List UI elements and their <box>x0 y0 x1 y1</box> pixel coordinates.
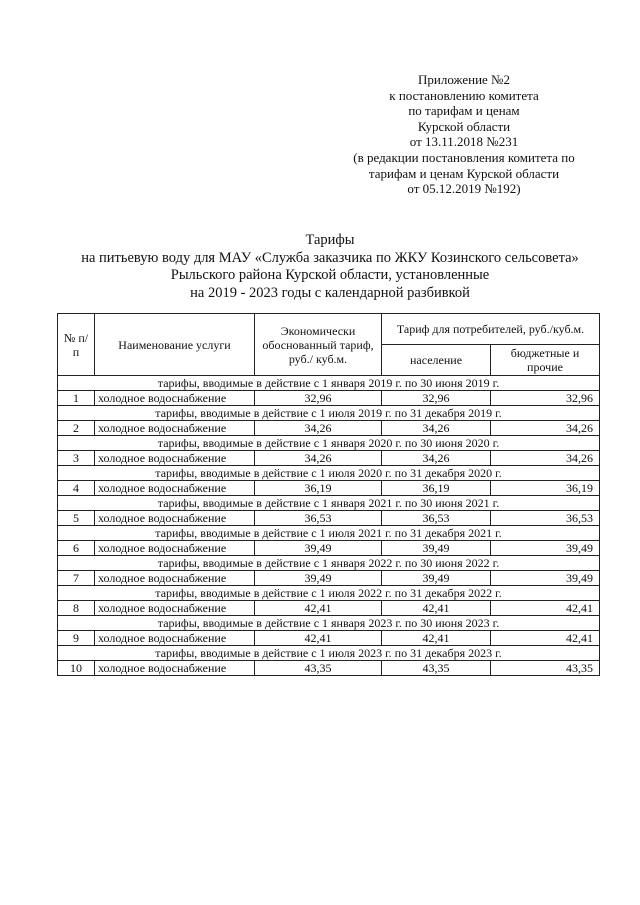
service-name: холодное водоснабжение <box>95 661 255 676</box>
header-budget: бюджетные и прочие <box>491 345 600 376</box>
appendix-line: Приложение №2 <box>418 72 510 87</box>
economic-tariff-value: 34,26 <box>255 421 382 436</box>
row-number: 9 <box>58 631 95 646</box>
row-number: 2 <box>58 421 95 436</box>
row-number: 1 <box>58 391 95 406</box>
period-label: тарифы, вводимые в действие с 1 июля 2023 г. по 31 декабря 2023 г. <box>58 646 600 661</box>
header-num: № п/п <box>58 314 95 376</box>
economic-tariff-value: 32,96 <box>255 391 382 406</box>
appendix-line: тарифам и ценам Курской области <box>368 165 560 181</box>
title-line: на питьевую воду для МАУ «Служба заказчика по ЖКУ Козинского сельсовета» <box>81 249 579 266</box>
population-tariff-value: 34,26 <box>382 421 491 436</box>
period-row <box>58 616 600 631</box>
period-label: тарифы, вводимые в действие с 1 июля 2020 г. по 31 декабря 2020 г. <box>58 466 600 481</box>
period-label: тарифы, вводимые в действие с 1 января 2022 г. по 30 июня 2022 г. <box>58 556 600 571</box>
table-row <box>58 421 600 436</box>
period-row <box>58 406 600 421</box>
budget-tariff-value: 42,41 <box>491 601 600 616</box>
tariff-table <box>57 313 600 676</box>
period-row <box>58 586 600 601</box>
header-population: население <box>382 345 491 376</box>
economic-tariff-value: 42,41 <box>255 601 382 616</box>
row-number: 10 <box>58 661 95 676</box>
period-row <box>58 646 600 661</box>
appendix-line: к постановлению комитета <box>389 87 539 103</box>
row-number: 6 <box>58 541 95 556</box>
economic-tariff-value: 39,49 <box>255 571 382 586</box>
period-row <box>58 466 600 481</box>
appendix-line: по тарифам и ценам <box>408 103 520 119</box>
budget-tariff-value: 34,26 <box>491 421 600 436</box>
period-label: тарифы, вводимые в действие с 1 января 2019 г. по 30 июня 2019 г. <box>58 376 600 391</box>
service-name: холодное водоснабжение <box>95 481 255 496</box>
economic-tariff-value: 36,53 <box>255 511 382 526</box>
header-consumer-tariff: Тариф для потребителей, руб./куб.м. <box>382 314 600 345</box>
economic-tariff-value: 34,26 <box>255 451 382 466</box>
economic-tariff-value: 36,19 <box>255 481 382 496</box>
budget-tariff-value: 39,49 <box>491 571 600 586</box>
header-economic-tariff: Экономически обоснованный тариф, руб./ куб.м. <box>255 314 382 376</box>
title-line: на 2019 - 2023 годы с календарной разбивкой <box>190 284 470 301</box>
table-row <box>58 571 600 586</box>
period-row <box>58 526 600 541</box>
service-name: холодное водоснабжение <box>95 451 255 466</box>
population-tariff-value: 42,41 <box>382 631 491 646</box>
table-row <box>58 391 600 406</box>
table-row <box>58 481 600 496</box>
appendix-line: от 13.11.2018 №231 <box>409 134 519 150</box>
economic-tariff-value: 39,49 <box>255 541 382 556</box>
table-row <box>58 661 600 676</box>
population-tariff-value: 32,96 <box>382 391 491 406</box>
row-number: 7 <box>58 571 95 586</box>
row-number: 8 <box>58 601 95 616</box>
period-row <box>58 556 600 571</box>
title-line: Тарифы <box>305 232 355 248</box>
document-title <box>40 232 620 302</box>
period-label: тарифы, вводимые в действие с 1 января 2021 г. по 30 июня 2021 г. <box>58 496 600 511</box>
table-row <box>58 541 600 556</box>
budget-tariff-value: 34,26 <box>491 451 600 466</box>
population-tariff-value: 42,41 <box>382 601 491 616</box>
row-number: 4 <box>58 481 95 496</box>
service-name: холодное водоснабжение <box>95 511 255 526</box>
budget-tariff-value: 39,49 <box>491 541 600 556</box>
service-name: холодное водоснабжение <box>95 601 255 616</box>
budget-tariff-value: 42,41 <box>491 631 600 646</box>
budget-tariff-value: 36,53 <box>491 511 600 526</box>
row-number: 3 <box>58 451 95 466</box>
tariff-table-body <box>58 376 600 676</box>
row-number: 5 <box>58 511 95 526</box>
table-row <box>58 601 600 616</box>
population-tariff-value: 43,35 <box>382 661 491 676</box>
title-line: Рыльского района Курской области, установленные <box>170 267 490 283</box>
population-tariff-value: 34,26 <box>382 451 491 466</box>
period-label: тарифы, вводимые в действие с 1 июля 2019 г. по 31 декабря 2019 г. <box>58 406 600 421</box>
table-row <box>58 511 600 526</box>
header-service: Наименование услуги <box>95 314 255 376</box>
population-tariff-value: 36,53 <box>382 511 491 526</box>
period-label: тарифы, вводимые в действие с 1 января 2023 г. по 30 июня 2023 г. <box>58 616 600 631</box>
budget-tariff-value: 36,19 <box>491 481 600 496</box>
budget-tariff-value: 43,35 <box>491 661 600 676</box>
service-name: холодное водоснабжение <box>95 421 255 436</box>
table-row <box>58 631 600 646</box>
service-name: холодное водоснабжение <box>95 631 255 646</box>
period-row <box>58 496 600 511</box>
population-tariff-value: 39,49 <box>382 541 491 556</box>
period-row <box>58 376 600 391</box>
service-name: холодное водоснабжение <box>95 541 255 556</box>
service-name: холодное водоснабжение <box>95 391 255 406</box>
economic-tariff-value: 43,35 <box>255 661 382 676</box>
period-label: тарифы, вводимые в действие с 1 января 2020 г. по 30 июня 2020 г. <box>58 436 600 451</box>
service-name: холодное водоснабжение <box>95 571 255 586</box>
population-tariff-value: 36,19 <box>382 481 491 496</box>
budget-tariff-value: 32,96 <box>491 391 600 406</box>
period-row <box>58 436 600 451</box>
economic-tariff-value: 42,41 <box>255 631 382 646</box>
appendix-line: (в редакции постановления комитета по <box>353 149 575 165</box>
period-label: тарифы, вводимые в действие с 1 июля 2021 г. по 31 декабря 2021 г. <box>58 526 600 541</box>
appendix-note <box>330 72 598 197</box>
period-label: тарифы, вводимые в действие с 1 июля 2022 г. по 31 декабря 2022 г. <box>58 586 600 601</box>
appendix-line: от 05.12.2019 №192) <box>407 181 521 197</box>
appendix-line: Курской области <box>417 118 511 134</box>
population-tariff-value: 39,49 <box>382 571 491 586</box>
table-row <box>58 451 600 466</box>
